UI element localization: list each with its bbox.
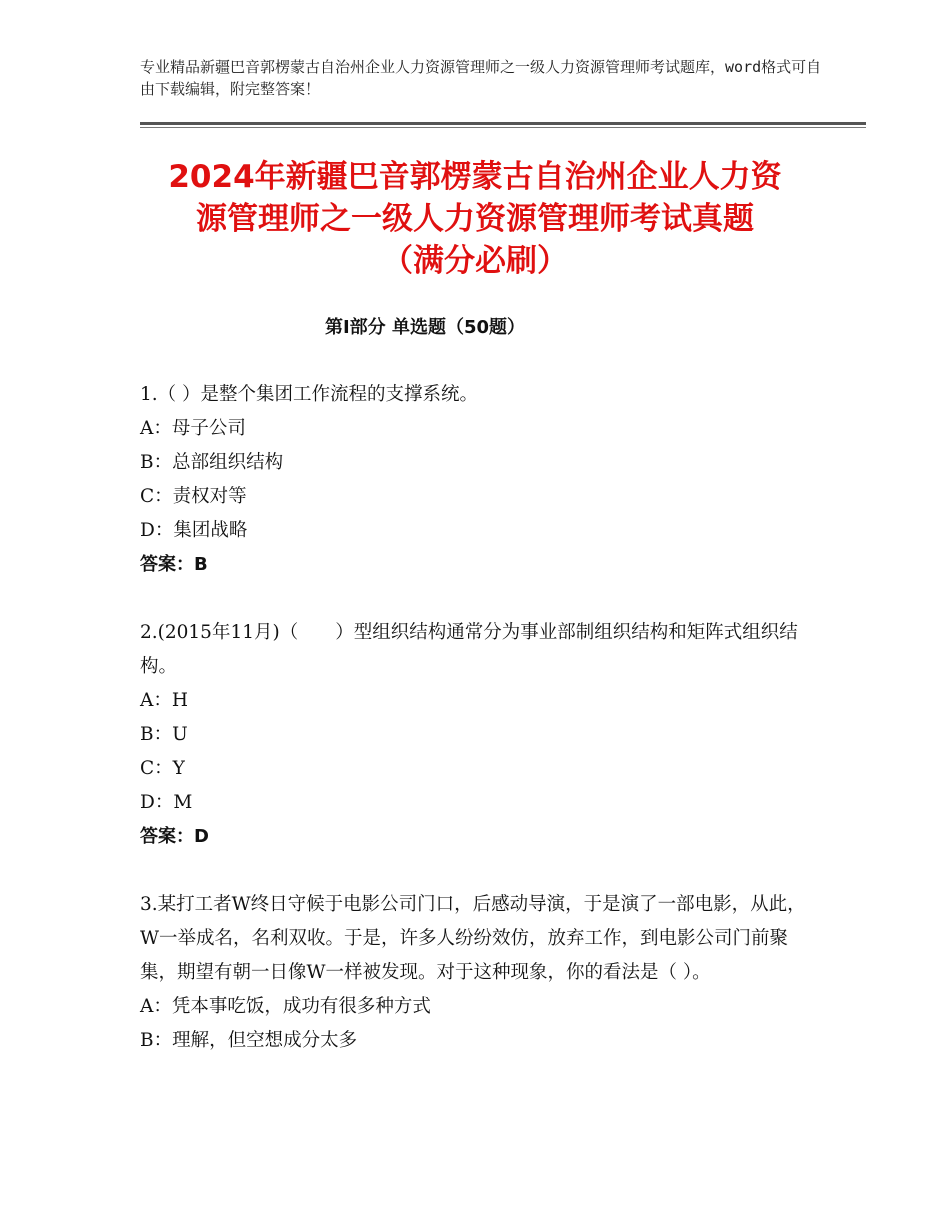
question-stem: 3.某打工者W终日守候于电影公司门口，后感动导演，于是演了一部电影，从此，W一举成名，名利双收。于是，许多人纷纷效仿，放弃工作，到电影公司门前聚集，期望有朝一日像W一样被发现。对于这种现象，你的看法是（ ）。 xyxy=(140,894,806,983)
option-b: B：U xyxy=(140,724,188,745)
header-divider-thick xyxy=(140,122,866,125)
question-stem: 1.（ ）是整个集团工作流程的支撑系统。 xyxy=(140,384,479,405)
title-line-3: （满分必刷） xyxy=(382,243,568,279)
header-divider-thin xyxy=(140,127,866,128)
question-2 xyxy=(140,616,810,854)
answer-label: 答案：B xyxy=(140,554,208,575)
option-d: D：集团战略 xyxy=(140,520,248,541)
title-line-2: 源管理师之一级人力资源管理师考试真题 xyxy=(196,201,754,237)
answer-label: 答案：D xyxy=(140,826,209,847)
question-list xyxy=(140,378,810,1092)
option-c: C：Y xyxy=(140,758,185,779)
document-title xyxy=(120,156,830,282)
question-1 xyxy=(140,378,810,582)
option-a: A：凭本事吃饭，成功有很多种方式 xyxy=(140,996,431,1017)
header-note: 专业精品新疆巴音郭楞蒙古自治州企业人力资源管理师之一级人力资源管理师考试题库，word格式可自由下载编辑，附完整答案！ xyxy=(140,58,822,98)
option-b: B：理解，但空想成分太多 xyxy=(140,1030,358,1051)
option-d: D：M xyxy=(140,792,193,813)
option-b: B：总部组织结构 xyxy=(140,452,284,473)
section-title: 第Ⅰ部分 单选题（50题） xyxy=(324,317,525,338)
title-line-1: 2024年新疆巴音郭楞蒙古自治州企业人力资 xyxy=(168,159,782,195)
question-stem: 2.(2015年11月)（ ）型组织结构通常分为事业部制组织结构和矩阵式组织结构。 xyxy=(140,622,798,677)
question-3 xyxy=(140,888,810,1058)
option-c: C：责权对等 xyxy=(140,486,247,507)
option-a: A：母子公司 xyxy=(140,418,246,439)
option-a: A：H xyxy=(140,690,188,711)
